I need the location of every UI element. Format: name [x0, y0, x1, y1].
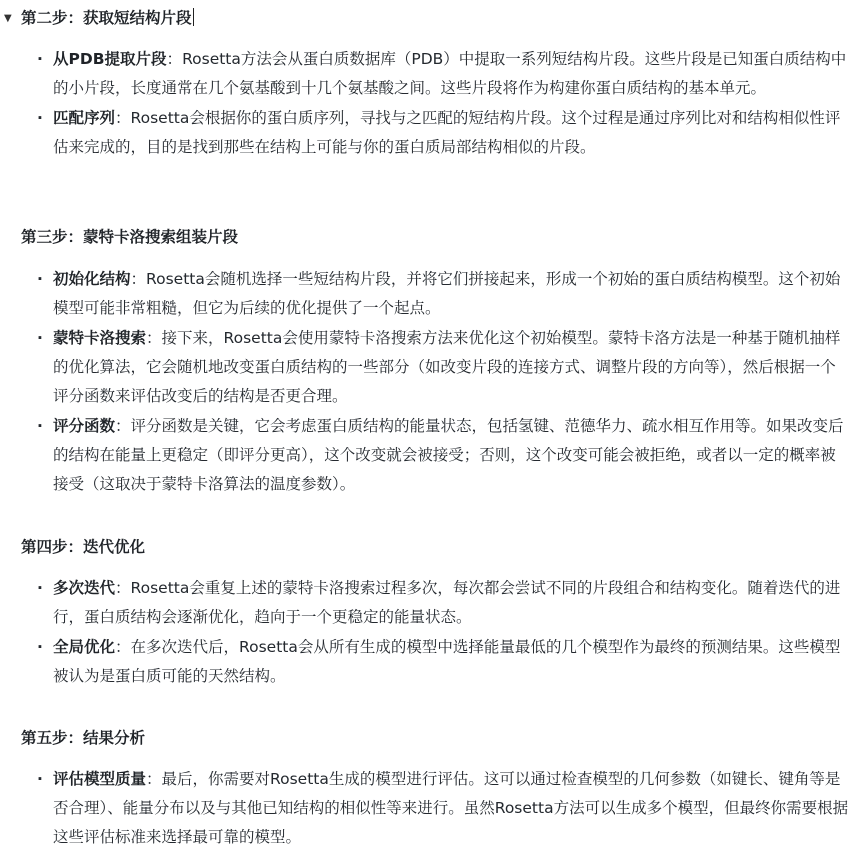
list-item [0, 265, 863, 323]
heading-text: 第五步：结果分析 [21, 729, 146, 747]
item-term: 评分函数 [53, 417, 116, 435]
list-item [0, 412, 863, 499]
item-term: 全局优化 [53, 638, 116, 656]
section-heading [21, 533, 145, 562]
item-separator: ： [166, 50, 183, 68]
item-separator: ： [130, 270, 147, 288]
heading-text: 第四步：迭代优化 [21, 538, 146, 556]
section-heading [21, 223, 238, 252]
item-separator: ： [115, 417, 131, 435]
item-text: Rosetta会重复上述的蒙特卡洛搜索过程多次，每次都会尝试不同的片段组合和结构变化。随着迭代的进行，蛋白质结构会逐渐优化，趋向于一个更稳定的能量状态。 [53, 579, 841, 626]
item-term: 多次迭代 [53, 579, 116, 597]
bullet-dot: · [37, 329, 43, 347]
bullet-list [0, 45, 863, 163]
item-separator: ： [115, 638, 131, 656]
list-item [0, 765, 863, 852]
bullet-dot: · [37, 50, 43, 68]
item-text: 最后，你需要对Rosetta生成的模型进行评估。这可以通过检查模型的几何参数（如键长、键角等是否合理）、能量分布以及与其他已知结构的相似性等来进行。虽然Rosetta方法可以生成多个模型，但最终你需要根据这些评估标准来选择最可靠的模型。 [53, 770, 849, 846]
list-item [0, 45, 863, 103]
bullet-dot: · [37, 579, 43, 597]
bullet-list [0, 265, 863, 500]
item-separator: ： [146, 770, 162, 788]
bullet-dot: · [37, 109, 43, 127]
item-term: 从PDB提取片段 [53, 50, 167, 68]
bullet-dot: · [37, 417, 43, 435]
item-separator: ： [146, 329, 162, 347]
list-item [0, 324, 863, 411]
bullet-dot: · [37, 270, 43, 288]
item-term: 评估模型质量 [53, 770, 147, 788]
text-cursor [193, 8, 194, 26]
item-text: Rosetta方法会从蛋白质数据库（PDB）中提取一系列短结构片段。这些片段是已知蛋白质结构中的小片段，长度通常在几个氨基酸到十几个氨基酸之间。这些片段将作为构建你蛋白质结构的基本单元。 [53, 50, 847, 97]
section-heading[interactable] [4, 4, 194, 33]
item-term: 蒙特卡洛搜索 [53, 329, 147, 347]
list-item [0, 574, 863, 632]
list-item [0, 104, 863, 162]
bullet-list [0, 765, 863, 853]
heading-text: 第二步：获取短结构片段 [21, 9, 192, 27]
item-text: 在多次迭代后，Rosetta会从所有生成的模型中选择能量最低的几个模型作为最终的预测结果。这些模型被认为是蛋白质可能的天然结构。 [53, 638, 841, 685]
item-text: Rosetta会根据你的蛋白质序列，寻找与之匹配的短结构片段。这个过程是通过序列比对和结构相似性评估来完成的，目的是找到那些在结构上可能与你的蛋白质局部结构相似的片段。 [53, 109, 841, 156]
item-separator: ： [115, 579, 131, 597]
section-heading [21, 724, 145, 753]
heading-text: 第三步：蒙特卡洛搜索组装片段 [21, 228, 239, 246]
bullet-dot: · [37, 770, 43, 788]
list-item [0, 633, 863, 691]
item-term: 匹配序列 [53, 109, 116, 127]
item-text: Rosetta会随机选择一些短结构片段，并将它们拼接起来，形成一个初始的蛋白质结构模型。这个初始模型可能非常粗糙，但它为后续的优化提供了一个起点。 [53, 270, 841, 317]
caret-down-icon[interactable]: ▼ [4, 13, 12, 24]
bullet-list [0, 574, 863, 692]
bullet-dot: · [37, 638, 43, 656]
item-text: 接下来，Rosetta会使用蒙特卡洛搜索方法来优化这个初始模型。蒙特卡洛方法是一种基于随机抽样的优化算法，它会随机地改变蛋白质结构的一些部分（如改变片段的连接方式、调整片段的方向等），然后根据一个评分函数来评估改变后的结构是否更合理。 [53, 329, 841, 405]
item-term: 初始化结构 [53, 270, 131, 288]
item-text: 评分函数是关键，它会考虑蛋白质结构的能量状态，包括氢键、范德华力、疏水相互作用等。如果改变后的结构在能量上更稳定（即评分更高），这个改变就会被接受；否则，这个改变可能会被拒绝，或者以一定的概率被接受（这取决于蒙特卡洛算法的温度参数）。 [53, 417, 844, 493]
item-separator: ： [115, 109, 131, 127]
